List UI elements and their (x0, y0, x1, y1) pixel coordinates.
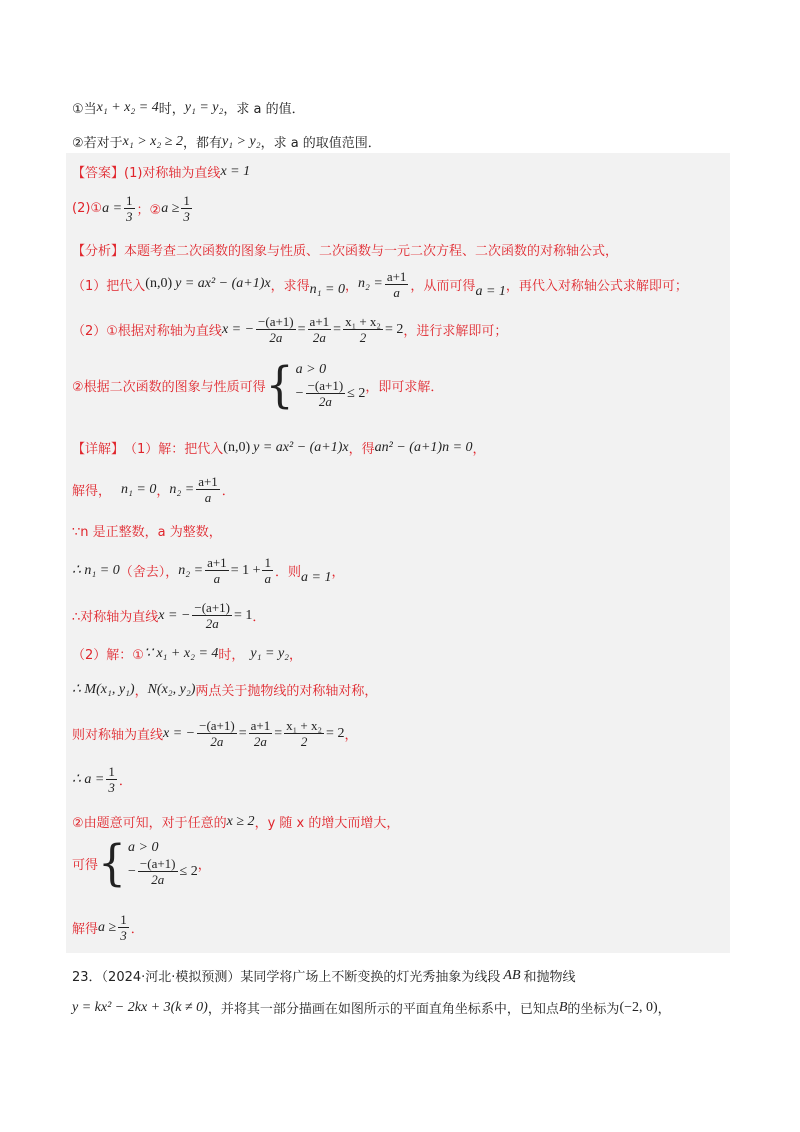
analysis-p1-pt: (n,0) (145, 276, 173, 291)
detail-l7-n: N(x₂, y₂) (147, 681, 196, 697)
detail-l1-eq: an² − (a+1)n = 0 (374, 439, 473, 455)
analysis-p2-b: ，进行求解即可； (403, 324, 508, 339)
analysis-p2-frac1: $\frac{-(a+1)}{2a}$ (258, 314, 294, 345)
item1-math2: y₁ = y₂ (184, 99, 224, 115)
detail-l12-a: 解得 (72, 922, 99, 937)
analysis-p2-frac2: $\frac{a+1}{2a}$ (309, 314, 330, 345)
question-item-2 (72, 132, 381, 151)
detail-l4-eq: = 1 + (230, 562, 261, 578)
detail-l8-eq: = (238, 725, 247, 741)
analysis-p1-a1: a = 1 (475, 284, 506, 299)
detail-l10-a: ②由题意可知，对于任意的 (72, 816, 227, 831)
detail-l5-x: x = − (158, 607, 191, 623)
detail-l4-a: ∴ n₁ = 0 (72, 563, 120, 578)
detail-l3: ∵n 是正整数，a 为整数， (72, 525, 222, 540)
analysis-p1-frac: $\frac{a+1}{a}$ (386, 268, 407, 300)
detail-l7-b: 两点关于抛物线的对称轴对称， (195, 684, 378, 699)
next-question-line-1 (72, 966, 576, 985)
analysis-p2-a: （2）①根据对称轴为直线 (72, 324, 222, 339)
next-q-b: B (558, 999, 568, 1015)
detail-l6-math: ∵ x₁ + x₂ = 4 (143, 646, 219, 661)
detail-line-6 (72, 644, 302, 663)
detail-l10-x: x ≥ 2 (226, 813, 255, 829)
answer-label: 【答案】 (72, 166, 125, 181)
analysis-p2-eq2: = 2 (384, 321, 404, 337)
detail-l8-end: ， (344, 728, 358, 743)
analysis-p2-eq-b: = (333, 321, 342, 337)
analysis-p3-row1: a > 0 (295, 362, 327, 377)
analysis-label: 【分析】 (72, 244, 125, 259)
detail-l6-b: 时， (218, 648, 245, 663)
analysis-p1-n1: n₁ = 0 (309, 282, 345, 297)
item1-suffix: ，求 a 的值． (223, 102, 305, 117)
detail-l5-a: ∴对称轴为直线 (72, 610, 159, 625)
detail-line-7 (72, 680, 377, 699)
detail-line-3 (72, 521, 222, 540)
answer-part2-b: a ≥ (161, 200, 180, 216)
detail-l7-sep: ， (134, 684, 148, 699)
item2-math2: y₁ > y₂ (221, 133, 261, 149)
analysis-p2-frac3: $\frac{\text{x₁ + x₂}}{2}$ (345, 314, 381, 345)
detail-l1-c: ， (472, 442, 486, 457)
analysis-line-3 (72, 314, 507, 345)
answer-part2-a: a = (102, 200, 123, 216)
next-q-end: ， (657, 1002, 671, 1017)
detail-l2-n2: n₂ = (169, 481, 195, 497)
detail-l5-frac: $\frac{-(a+1)}{2a}$ (194, 600, 230, 631)
detail-l5-end: ． (252, 610, 266, 625)
analysis-p2-x: x = − (221, 321, 255, 337)
answer-line-2 (72, 193, 194, 224)
detail-line-11 (72, 834, 211, 891)
detail-l8-frac2: $\frac{a+1}{2a}$ (250, 718, 271, 749)
detail-l11-frac: $\frac{-(a+1)}{2a}$ (139, 856, 176, 887)
detail-line-2 (72, 474, 235, 505)
detail-l1-fn: y = ax² − (a+1)x (253, 439, 349, 455)
question-item-1 (72, 98, 305, 117)
detail-line-1 (72, 438, 486, 457)
next-q-coord: (−2, 0) (619, 999, 658, 1015)
analysis-p1-b: ，求得 (270, 278, 310, 294)
detail-l4-b: （舍去）， (119, 565, 179, 580)
item2-math: x₁ > x₂ ≥ 2 (122, 133, 183, 149)
analysis-p3-a: ②根据二次函数的图象与性质可得 (72, 380, 266, 395)
detail-l8-eq2: = 2 (326, 725, 345, 741)
detail-l4-d: ， (331, 565, 345, 580)
detail-l9-frac: $\frac{1}{3}$ (108, 764, 115, 795)
analysis-line-4 (72, 356, 444, 413)
detail-l11-row1: a > 0 (128, 840, 159, 855)
detail-l4-frac2: $\frac{1}{a}$ (264, 555, 271, 586)
detail-l11-row2-pre: − (128, 863, 136, 879)
detail-l11-system: { a > 0 − $\frac{-(a+1)}{2a}$ ≤ 2 (98, 834, 198, 891)
detail-label: 【详解】 (72, 442, 125, 457)
detail-l4-frac: $\frac{a+1}{a}$ (207, 555, 227, 586)
detail-l8-eq-b: = (274, 725, 283, 741)
detail-line-4 (72, 555, 344, 586)
detail-l4-a1: a = 1 (301, 569, 332, 585)
detail-l12-end: ． (130, 922, 144, 937)
next-q-text2: ，并将其一部分描画在如图所示的平面直角坐标系中，已知点 (207, 1002, 559, 1017)
detail-l5-eq: = 1 (233, 607, 253, 623)
detail-l1-b: ，得 (348, 442, 375, 457)
analysis-p1-e: ，再代入对称轴公式求解即可； (505, 278, 688, 294)
analysis-text: 本题考查二次函数的图象与性质、二次函数与一元二次方程、二次函数的对称轴公式， (124, 244, 619, 259)
item2-prefix: ②若对于 (72, 136, 123, 151)
detail-l9-a: ∴ a = (72, 772, 105, 787)
detail-line-9 (72, 764, 132, 795)
detail-line-5 (72, 600, 265, 631)
detail-l4-n2: n₂ = (178, 562, 204, 578)
detail-l10-b: ，y 随 x 的增大而增大， (254, 816, 400, 831)
analysis-p3-frac: $\frac{-(a+1)}{2a}$ (307, 378, 344, 409)
next-q-text1: 23．（2024·河北·模拟预测）某同学将广场上不断变换的灯光秀抽象为线段 (72, 970, 501, 985)
analysis-p1-fn: y = ax² − (a+1)x (175, 276, 271, 291)
detail-l1-pt: (n,0) (223, 439, 251, 455)
detail-l9-end: ． (118, 774, 132, 789)
item1-prefix: ①当 (72, 102, 97, 117)
answer-line-1 (72, 162, 250, 181)
analysis-p3-row2-post: ≤ 2 (347, 385, 366, 401)
next-question-line-2 (72, 998, 671, 1017)
detail-l12-frac: $\frac{1}{3}$ (120, 912, 127, 943)
detail-l6-c: ， (289, 648, 303, 663)
detail-l2-end: ． (221, 484, 235, 499)
next-q-fn: y = kx² − 2kx + 3(k ≠ 0) (72, 999, 208, 1015)
detail-l8-frac3: $\frac{\text{x₁ + x₂}}{2}$ (286, 718, 323, 749)
detail-l11-a: 可得 (72, 858, 99, 873)
analysis-p1-a: （1）把代入 (72, 278, 146, 294)
next-q-text1-end: 和抛物线 (523, 970, 576, 985)
detail-line-12 (72, 912, 144, 943)
item2-mid: ，都有 (182, 136, 222, 151)
item1-math1: x₁ + x₂ = 4 (96, 99, 159, 115)
analysis-p3-system: { a > 0 − $\frac{-(a+1)}{2a}$ ≤ 2 (265, 356, 366, 413)
analysis-p1-c: ， (344, 278, 358, 294)
analysis-p1-n2: n₂ = (357, 276, 383, 291)
analysis-p3-row2-pre: − (295, 385, 304, 401)
next-q-text2-b: 的坐标为 (567, 1002, 620, 1017)
analysis-p1-d: ，从而可得 (410, 278, 476, 294)
detail-l8-a: 则对称轴为直线 (72, 728, 164, 743)
analysis-line-1 (72, 240, 618, 259)
detail-l8-frac1: $\frac{-(a+1)}{2a}$ (199, 718, 235, 749)
detail-l2-frac: $\frac{a+1}{a}$ (198, 474, 218, 505)
analysis-line-2 (72, 268, 688, 300)
detail-l7-m: ∴ M(x₁, y₁) (72, 682, 135, 697)
item2-suffix: ，求 a 的取值范围． (260, 136, 381, 151)
analysis-p2-eq: = (297, 321, 306, 337)
detail-l4-c: ．则 (274, 565, 301, 580)
answer-part1: (1)对称轴为直线 (124, 166, 221, 181)
detail-line-10 (72, 812, 399, 831)
detail-l11-row2-post: ≤ 2 (179, 863, 198, 879)
answer-part2-sep: ；② (136, 203, 162, 218)
answer-frac-a: $\frac{1}{3}$ (126, 193, 133, 224)
detail-l2-n1: n₁ = 0 (121, 481, 157, 497)
detail-l8-x: x = − (163, 725, 196, 741)
analysis-p3-b: ，即可求解． (365, 380, 444, 395)
answer-part1-math: x = 1 (220, 163, 251, 179)
detail-l2-sep: ， (156, 484, 170, 499)
detail-l1-a: （1）解：把代入 (124, 442, 224, 457)
item1-mid: 时， (158, 102, 185, 117)
detail-l6-y: y₁ = y₂ (250, 645, 290, 661)
detail-l2-a: 解得， (72, 484, 112, 499)
detail-l11-end: ， (197, 858, 211, 873)
detail-l12-math: a ≥ (98, 919, 117, 935)
detail-l6-a: （2）解：① (72, 648, 144, 663)
answer-part2-prefix: (2)① (72, 201, 103, 216)
next-q-ab: AB (503, 967, 521, 983)
answer-frac-b: $\frac{1}{3}$ (183, 193, 190, 224)
detail-line-8 (72, 718, 357, 749)
